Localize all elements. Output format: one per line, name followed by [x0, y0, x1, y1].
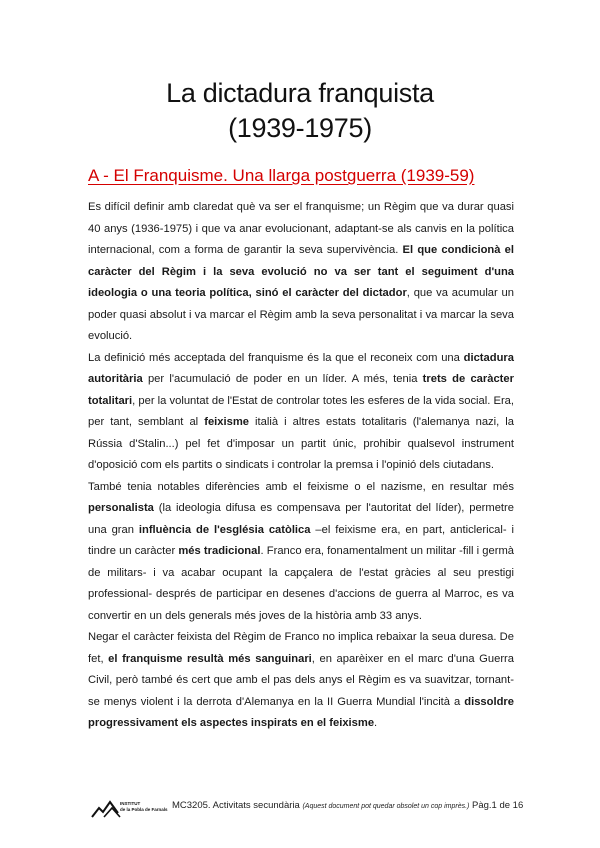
paragraph-1 — [88, 197, 514, 348]
emphasis-text: dictadura autoritària — [88, 351, 514, 385]
page-footer — [0, 796, 600, 820]
text-run: . Franco era, fonamentalment un militar -fill i germà de militars- i va acabar ocupant la capçalera de l'estat gràcies al seu prestigi professional- després de participar en desenes d'accions de guerra al Marroc, es va convertir en un dels generals més joves de la història amb 33 anys. — [88, 545, 514, 622]
section-heading: A - El Franquisme. Una llarga postguerra (1939-59) — [88, 166, 475, 185]
emphasis-text: personalista — [88, 502, 154, 514]
emphasis-text: el franquisme resultà més sanguinari — [108, 652, 312, 665]
footer-text — [172, 800, 523, 811]
document-title: La dictadura franquista — [166, 78, 434, 108]
text-run: Negar el caràcter feixista del Règim de Franco no implica rebaixar la seua duresa. De fet, — [88, 631, 514, 665]
footer-code: MC3205. Activitats secundària — [172, 800, 303, 811]
emphasis-text: més tradicional — [178, 545, 261, 557]
body-text — [88, 197, 514, 735]
emphasis-text: feixisme — [204, 416, 249, 428]
text-run: , que va acumular un poder quasi absolut i va marcar el Règim amb la seva personalitat i va marcar la seva evolució. — [88, 287, 514, 342]
text-run: per l'acumulació de poder en un líder. A més, tenia — [142, 373, 423, 385]
page-number: Pàg.1 de 16 — [469, 800, 524, 811]
footer-note: (Aquest document pot quedar obsolet un cop imprès.) — [302, 803, 470, 810]
text-run: La definició més acceptada del franquisme és la que el reconeix com una — [88, 351, 464, 364]
emphasis-text: El que condicionà el caràcter del Règim i la seva evolució no va ser tant el seguiment d'una ideologia o una teoria política, sinó el caràcter del dictador — [88, 244, 514, 299]
text-run: , en aparèixer en el marc d'una Guerra Civil, però també és cert que amb el pas dels anys el Règim es va suavitzar, tornant-se menys violent i la derrota d'Alemanya en la II Guerra Mundial l'incità a — [88, 652, 514, 708]
text-run: –el feixisme era, en part, anticlerical- i tindre un caràcter — [88, 523, 515, 557]
paragraph-3 — [88, 477, 514, 628]
emphasis-text: trets de caràcter totalitari — [88, 373, 514, 407]
document-title-years: (1939-1975) — [228, 113, 372, 143]
text-run: Es difícil definir amb claredat què va ser el franquisme; un Règim que va durar quasi 40 anys (1936-1975) i que va anar evolucionant, adaptant-se als canvis en la política internacional, com a forma de garantir la seva supervivència. — [88, 201, 514, 256]
paragraph-4 — [88, 627, 514, 735]
emphasis-text: influència de l'església catòlica — [138, 523, 311, 536]
text-run: italià i altres estats totalitaris (l'alemanya nazi, la Rússia d'Stalin...) pel fet d'imposar un partit únic, prohibir qualsevol instrument d'oposició com els partits o sindicats i controlar la premsa i l'opinió dels ciutadans. — [88, 416, 514, 471]
text-run: (la ideologia difusa es compensava per l'autoritat del líder), permetre una gran — [88, 502, 514, 536]
text-run: , per la voluntat de l'Estat de controlar totes les esferes de la vida social. Era, per tant, semblant al — [88, 394, 514, 428]
logo-text: INSTITUT — [120, 801, 141, 806]
paragraph-2 — [88, 348, 514, 477]
text-run: . — [374, 717, 378, 729]
logo-subtext: de la Pobla de Farnals — [120, 807, 168, 812]
emphasis-text: dissoldre progressivament els aspectes inspirats en el feixisme — [88, 695, 514, 729]
text-run: També tenia notables diferències amb el feixisme o el nazisme, en resultar més — [88, 480, 514, 493]
